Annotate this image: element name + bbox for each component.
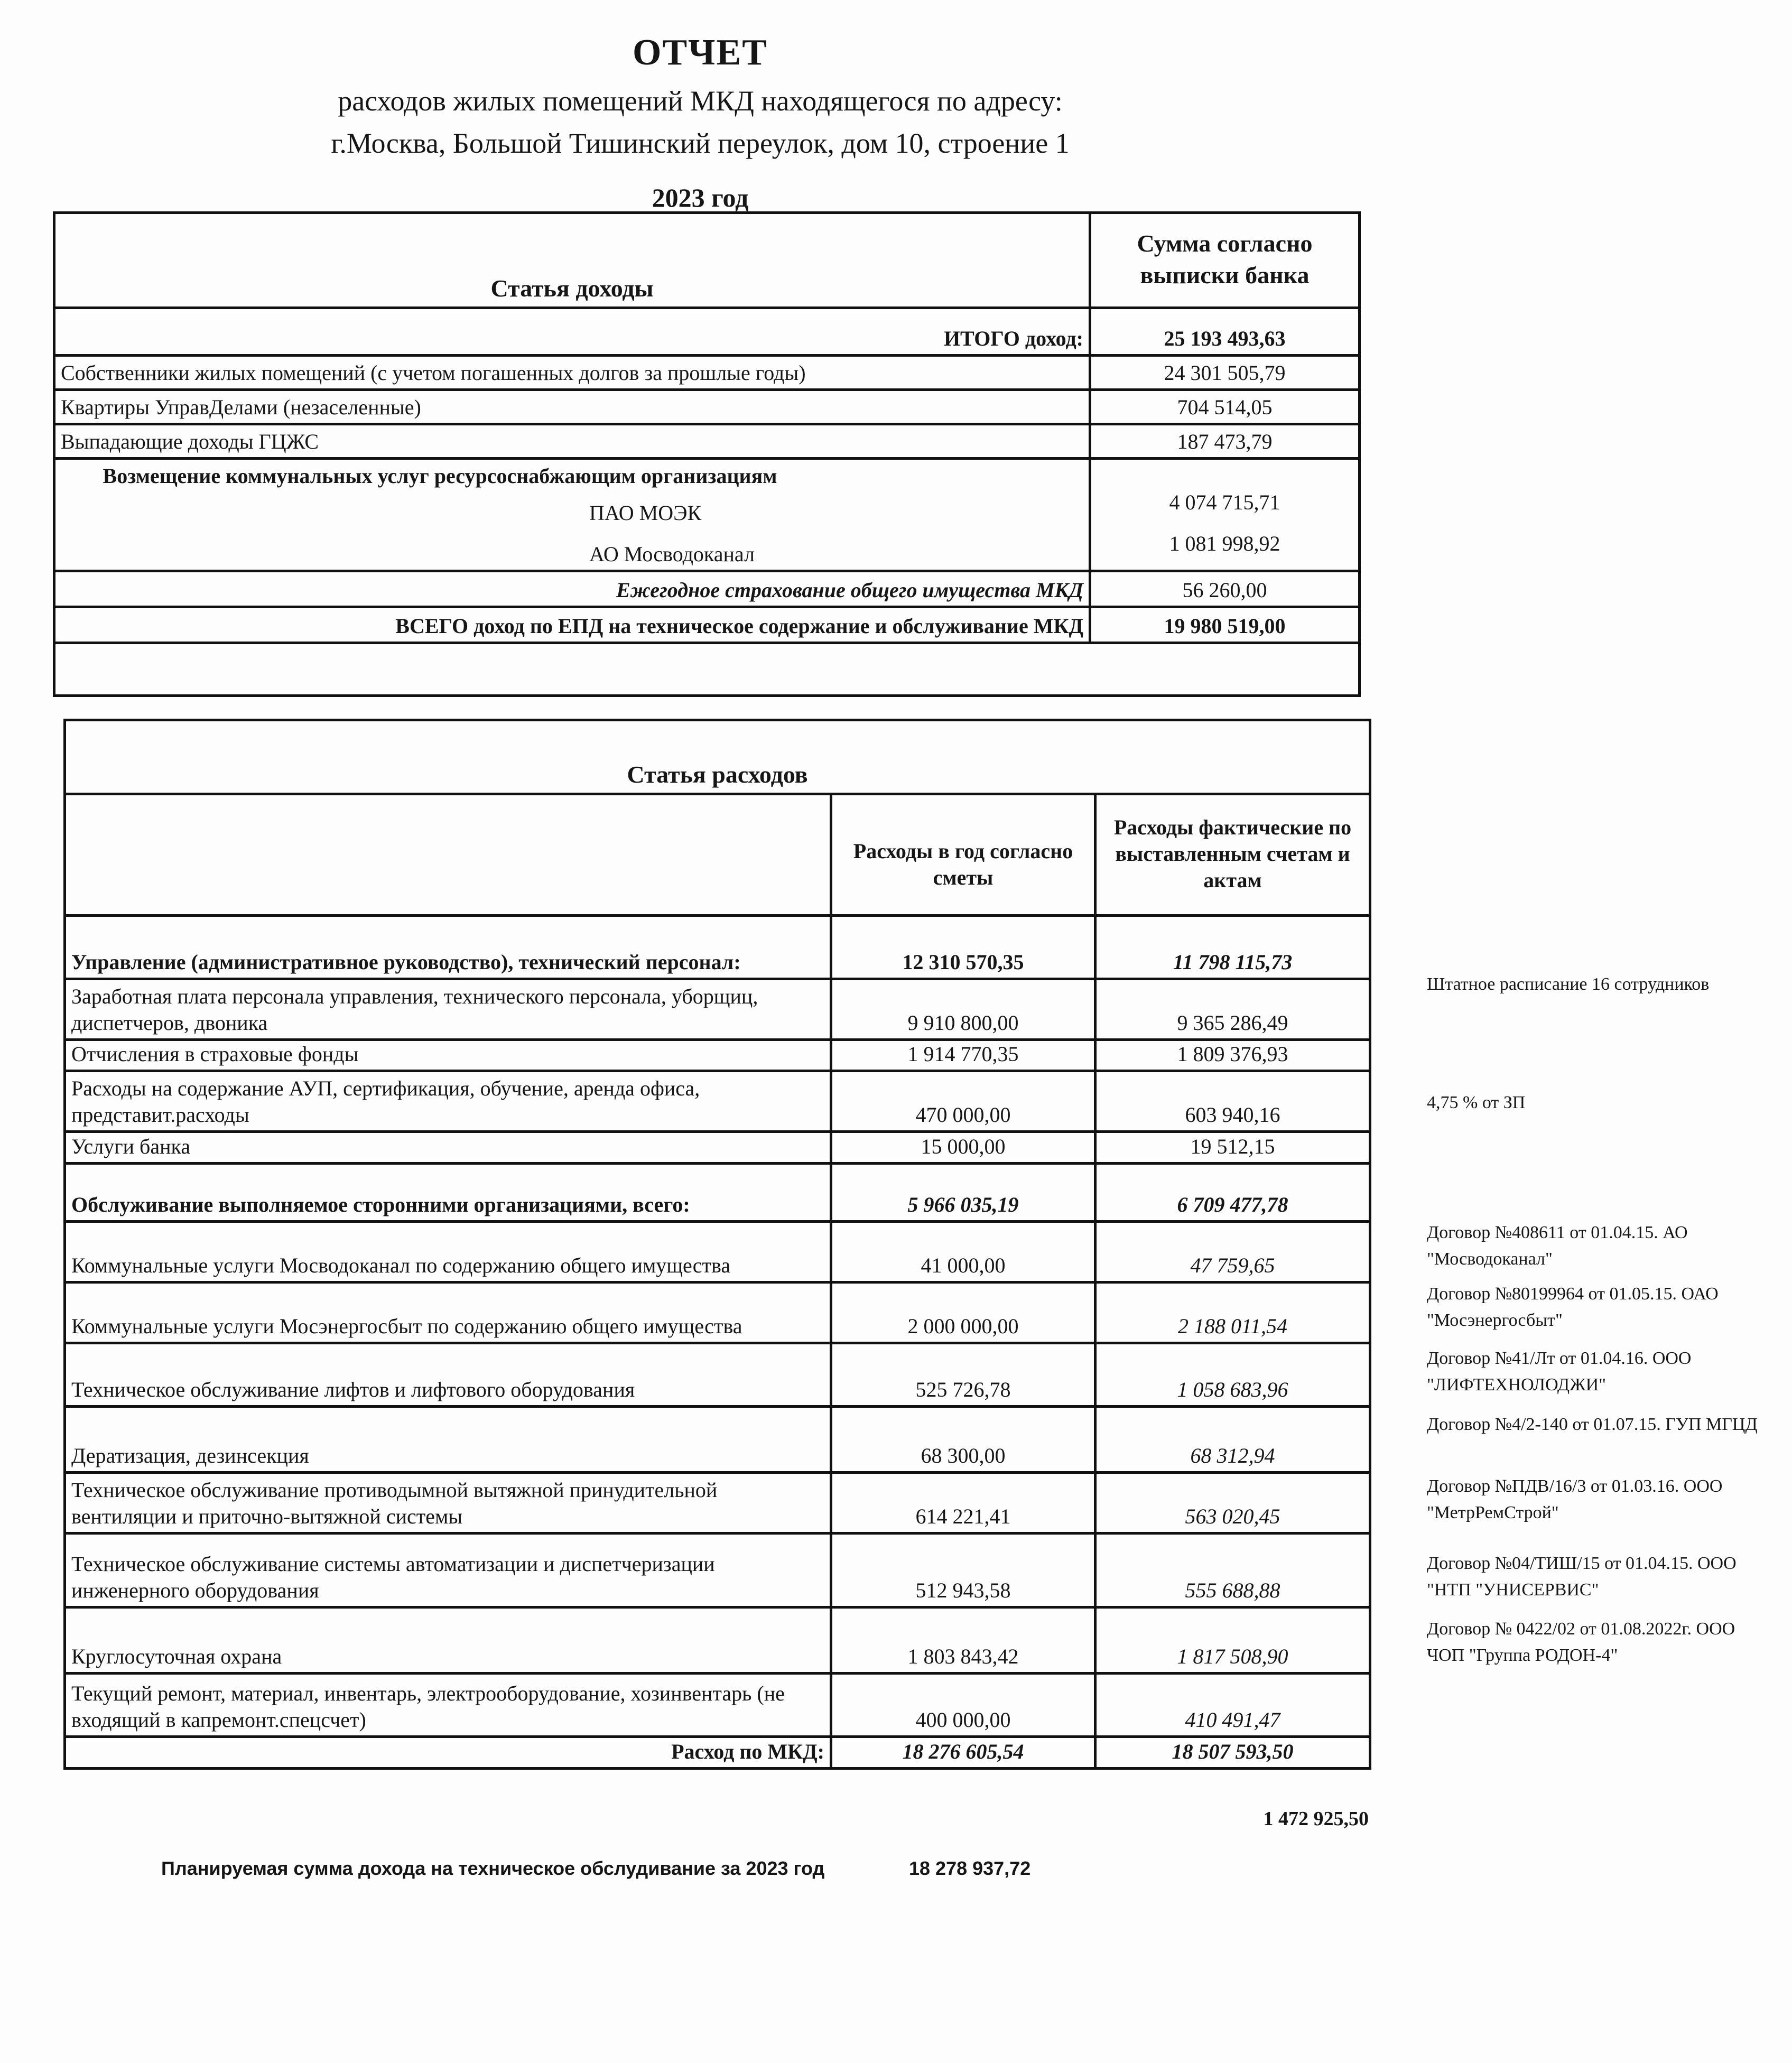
service-section-plan: 5 966 035,19 xyxy=(831,1164,1095,1222)
expense-row-plan: 1 914 770,35 xyxy=(831,1040,1095,1071)
blank-row xyxy=(54,643,1360,696)
report-title: ОТЧЕТ xyxy=(633,32,768,73)
income-header-sum xyxy=(1090,213,1360,308)
expense-row-fact: 410 491,47 xyxy=(1095,1674,1370,1737)
expenses-header-plan: Расходы в год согласно сметы xyxy=(831,794,1095,916)
utilities-block xyxy=(54,459,1090,571)
note-contract-mosenergosbyt: Договор №80199964 от 01.05.15. ОАО "Мосэнергосбыт" xyxy=(1427,1284,1719,1330)
epd-total-label: ВСЕГО доход по ЕПД на техническое содержание и обслуживание МКД xyxy=(54,607,1090,643)
income-row-label: Квартиры УправДелами (незаселенные) xyxy=(54,390,1090,424)
expenses-header-fact: Расходы фактические по выставленным счетам и актам xyxy=(1095,794,1370,916)
expense-row-plan: 68 300,00 xyxy=(831,1407,1095,1473)
service-section-fact: 6 709 477,78 xyxy=(1095,1164,1370,1222)
expense-row-plan: 470 000,00 xyxy=(831,1071,1095,1132)
expense-row-fact: 555 688,88 xyxy=(1095,1534,1370,1607)
expense-row-fact: 1 809 376,93 xyxy=(1095,1040,1370,1071)
expense-row-fact: 47 759,65 xyxy=(1095,1222,1370,1283)
expense-row-plan: 614 221,41 xyxy=(831,1473,1095,1534)
income-row-value: 187 473,79 xyxy=(1090,424,1360,459)
expense-row-fact: 9 365 286,49 xyxy=(1095,979,1370,1040)
expense-row-label: Заработная плата персонала управления, технического персонала, уборщиц, диспетчеров, двоника xyxy=(65,979,831,1040)
utilities-label-mosvodokanal: АО Мосводоканал xyxy=(589,542,755,566)
insurance-label: Ежегодное страхование общего имущества МКД xyxy=(54,571,1090,607)
insurance-value: 56 260,00 xyxy=(1090,571,1360,607)
mgmt-section-label: Управление (административное руководство), технический персонал: xyxy=(65,916,831,979)
expense-row-plan: 400 000,00 xyxy=(831,1674,1095,1737)
service-section-label: Обслуживание выполняемое сторонними организациями, всего: xyxy=(65,1164,831,1222)
note-staff: Штатное расписание 16 сотрудников xyxy=(1427,974,1710,994)
income-row-value: 704 514,05 xyxy=(1090,390,1360,424)
expense-row-plan: 41 000,00 xyxy=(831,1222,1095,1283)
planned-income-value: 18 278 937,72 xyxy=(909,1857,1031,1879)
epd-total-value: 19 980 519,00 xyxy=(1090,607,1360,643)
note-contract-uniservis: Договор №04/ТИШ/15 от 01.04.15. ООО "НТП "УНИСЕРВИС" xyxy=(1427,1554,1737,1600)
expense-row-label: Коммунальные услуги Мосводоканал по содержанию общего имущества xyxy=(65,1222,831,1283)
expenses-total-label: Расход по МКД: xyxy=(65,1737,831,1769)
planned-income-label: Планируемая сумма дохода на техническое обслудивание за 2023 год xyxy=(161,1857,825,1879)
income-header-article: Статья доходы xyxy=(54,213,1090,308)
note-percent: 4,75 % от ЗП xyxy=(1427,1093,1526,1112)
report-year: 2023 год xyxy=(652,183,749,212)
note-contract-metrremstroy: Договор №ПДВ/16/3 от 01.03.16. ООО "МетрРемСтрой" xyxy=(1427,1476,1723,1522)
mgmt-section-fact: 11 798 115,73 xyxy=(1095,916,1370,979)
expenses-table xyxy=(63,719,1371,1770)
expense-row-label: Дератизация, дезинсекция xyxy=(65,1407,831,1473)
expense-row-label: Техническое обслуживание лифтов и лифтового оборудования xyxy=(65,1343,831,1407)
expense-row-label: Техническое обслуживание противодымной вытяжной принудительной вентиляции и приточно-вытяжной системы xyxy=(65,1473,831,1534)
note-contract-mosvodokanal: Договор №408611 от 01.04.15. АО "Мосводоканал" xyxy=(1427,1223,1688,1269)
expense-row-fact: 19 512,15 xyxy=(1095,1132,1370,1164)
expenses-total-plan: 18 276 605,54 xyxy=(831,1737,1095,1769)
income-total-label: ИТОГО доход: xyxy=(54,308,1090,356)
income-header-sum-line1: Сумма согласно xyxy=(1137,229,1313,257)
note-contract-rodon: Договор № 0422/02 от 01.08.2022г. ООО ЧОП "Группа РОДОН-4" xyxy=(1427,1619,1735,1665)
note-contract-mgcd: Договор №4/2-140 от 01.07.15. ГУП МГЦД xyxy=(1427,1415,1758,1434)
expenses-header-article xyxy=(65,794,831,916)
expense-row-plan: 2 000 000,00 xyxy=(831,1283,1095,1343)
expense-row-plan: 525 726,78 xyxy=(831,1343,1095,1407)
expense-row-label: Текущий ремонт, материал, инвентарь, электрооборудование, хозинвентарь (не входящий в капремонт.спецсчет) xyxy=(65,1674,831,1737)
mgmt-section-plan: 12 310 570,35 xyxy=(831,916,1095,979)
note-contract-lift: Договор №41/Лт от 01.04.16. ООО "ЛИФТЕХНОЛОДЖИ" xyxy=(1427,1349,1692,1395)
expense-row-plan: 1 803 843,42 xyxy=(831,1607,1095,1674)
utilities-values xyxy=(1090,459,1360,571)
expenses-title: Статья расходов xyxy=(65,720,1370,794)
expense-row-label: Техническое обслуживание системы автоматизации и диспетчеризации инженерного оборудования xyxy=(65,1534,831,1607)
expense-row-fact: 603 940,16 xyxy=(1095,1071,1370,1132)
expense-row-label: Круглосуточная охрана xyxy=(65,1607,831,1674)
utilities-title: Возмещение коммунальных услуг ресурсоснабжающим организациям xyxy=(103,464,777,488)
income-row-value: 24 301 505,79 xyxy=(1090,356,1360,390)
expense-row-label: Отчисления в страховые фонды xyxy=(65,1040,831,1071)
expense-row-label: Коммунальные услуги Мосэнергосбыт по содержанию общего имущества xyxy=(65,1283,831,1343)
income-row-label: Выпадающие доходы ГЦЖС xyxy=(54,424,1090,459)
expenses-total-fact: 18 507 593,50 xyxy=(1095,1737,1370,1769)
expense-row-fact: 68 312,94 xyxy=(1095,1407,1370,1473)
expense-row-label: Расходы на содержание АУП, сертификация, обучение, аренда офиса, представит.расходы xyxy=(65,1071,831,1132)
difference-value: 1 472 925,50 xyxy=(1263,1808,1369,1830)
expense-row-fact: 563 020,45 xyxy=(1095,1473,1370,1534)
expense-row-label: Услуги банка xyxy=(65,1132,831,1164)
income-header-sum-line2: выписки банка xyxy=(1140,261,1310,289)
expense-row-plan: 512 943,58 xyxy=(831,1534,1095,1607)
expense-row-plan: 9 910 800,00 xyxy=(831,979,1095,1040)
utilities-value-moek: 4 074 715,71 xyxy=(1169,490,1280,514)
utilities-value-mosvodokanal: 1 081 998,92 xyxy=(1169,532,1280,555)
expense-row-fact: 1 817 508,90 xyxy=(1095,1607,1370,1674)
income-row-label: Собственники жилых помещений (с учетом погашенных долгов за прошлые годы) xyxy=(54,356,1090,390)
expense-row-plan: 15 000,00 xyxy=(831,1132,1095,1164)
income-table xyxy=(53,211,1361,697)
expense-row-fact: 2 188 011,54 xyxy=(1095,1283,1370,1343)
report-subtitle: расходов жилых помещений МКД находящегося по адресу: xyxy=(338,85,1063,117)
utilities-label-moek: ПАО МОЭК xyxy=(589,501,702,525)
income-total-value: 25 193 493,63 xyxy=(1090,308,1360,356)
expense-row-fact: 1 058 683,96 xyxy=(1095,1343,1370,1407)
report-address: г.Москва, Большой Тишинский переулок, дом 10, строение 1 xyxy=(331,127,1070,159)
